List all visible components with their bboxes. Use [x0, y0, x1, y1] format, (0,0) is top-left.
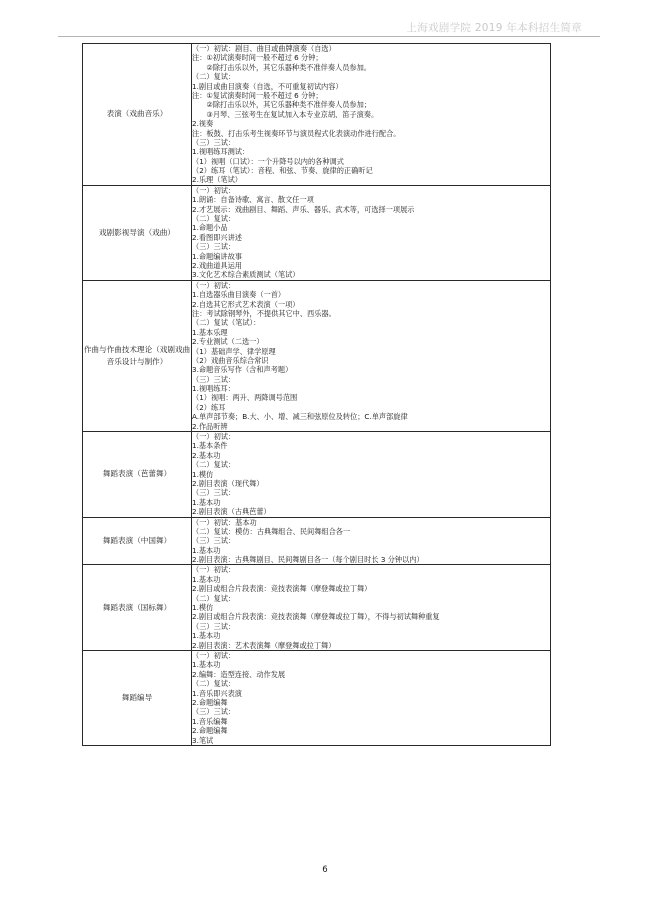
detail-line: 2.剧目表演（古典芭蕾） — [192, 507, 271, 517]
detail-line: 1.基本功 — [192, 545, 221, 555]
detail-line: （三）三试： — [192, 374, 236, 384]
detail-line: （一）初试： — [192, 565, 236, 575]
detail-line: 注：①复试演奏时间一般不超过 6 分钟； — [192, 90, 323, 100]
exam-row — [83, 280, 551, 431]
exam-details — [192, 651, 551, 746]
detail-line: A.单声部节奏；B.大、小、增、减三和弦原位及转位；C.单声部旋律 — [192, 412, 408, 422]
detail-line: （一）初试： — [192, 280, 236, 290]
detail-line: 2.才艺展示：戏曲剧目、舞蹈、声乐、器乐、武术等，可选择一项展示 — [192, 204, 415, 214]
exam-row — [83, 44, 551, 186]
detail-line: 1.自选器乐曲目演奏（一首） — [192, 290, 286, 300]
exam-details — [192, 44, 551, 186]
detail-line: 1.模仿 — [192, 603, 214, 613]
detail-line: 2.命题编舞 — [192, 697, 228, 707]
detail-line: 1.基本乐理 — [192, 327, 228, 337]
detail-line: （三）三试： — [192, 707, 236, 717]
detail-line: （二）复试（笔试）： — [192, 318, 261, 328]
detail-line: （一）初试： — [192, 432, 236, 442]
detail-line: 2.作品听辨 — [192, 421, 228, 431]
exam-row — [83, 185, 551, 280]
detail-line: （一）初试： — [192, 185, 236, 195]
detail-line: （三）三试： — [192, 536, 236, 546]
detail-line: 2.乐理（笔试） — [192, 175, 242, 185]
detail-line: 2.自选其它形式艺术表演（一项） — [192, 299, 300, 309]
detail-line: 注：考试除钢琴外，不提供其它中、西乐器。 — [192, 308, 336, 318]
exam-row — [83, 651, 551, 746]
detail-line: 3.笔试 — [192, 735, 214, 745]
major-name: 舞蹈表演（国标舞） — [83, 565, 192, 651]
detail-line: （二）复试： — [192, 72, 236, 82]
detail-line: （二）复试：模仿：古典舞组合、民间舞组合各一 — [192, 526, 351, 536]
detail-line: （2）练耳 — [192, 402, 226, 412]
detail-line: 1.基本功 — [192, 660, 221, 670]
major-name: 舞蹈表演（中国舞） — [83, 517, 192, 565]
detail-line: 注：①初试演奏时间一般不超过 6 分钟； — [192, 53, 323, 63]
detail-line: （二）复试： — [192, 593, 236, 603]
exam-row — [83, 432, 551, 518]
detail-line: （三）三试： — [192, 137, 236, 147]
detail-line: 1.命题小品 — [192, 223, 228, 233]
detail-line: 2.基本功 — [192, 450, 221, 460]
detail-line: 2.专业测试（二选一） — [192, 337, 264, 347]
detail-line: 1.音乐编舞 — [192, 716, 228, 726]
detail-line: （1）基础声学、律学原理 — [192, 346, 276, 356]
detail-line: （一）初试： — [192, 651, 236, 660]
exam-row — [83, 517, 551, 565]
detail-line: （2）戏曲音乐综合常识 — [192, 355, 269, 365]
detail-line: 注：板鼓、打击乐考生视奏环节与演员程式化表演动作进行配合。 — [192, 128, 401, 138]
detail-line: 2.编舞：造型连接、动作发展 — [192, 669, 286, 679]
detail-line: （二）复试： — [192, 679, 236, 689]
detail-line: 2.剧目表演（现代舞） — [192, 478, 264, 488]
exam-row — [83, 565, 551, 651]
page-number: 6 — [322, 865, 328, 875]
major-name: 作曲与作曲技术理论（戏剧戏曲音乐设计与制作） — [83, 280, 192, 431]
detail-line: 1.模仿 — [192, 469, 214, 479]
detail-line: （2）练耳（笔试）：音程、和弦、节奏、旋律的正确听记 — [192, 166, 373, 176]
detail-line: ②除打击乐以外，其它乐器种类不准伴奏人员参加； — [192, 100, 371, 110]
detail-line: （三）三试： — [192, 621, 236, 631]
exam-details — [192, 185, 551, 280]
detail-line: 1.视唱练耳： — [192, 384, 235, 394]
detail-line: 1.基本条件 — [192, 441, 228, 451]
detail-line: （二）复试： — [192, 460, 236, 470]
detail-line: 1.视唱练耳测试： — [192, 147, 250, 157]
detail-line: 3.命题音乐写作（含和声考题） — [192, 365, 293, 375]
detail-line: 2.剧目表演：艺术表演舞（摩登舞或拉丁舞） — [192, 640, 336, 650]
detail-line: （一）初试：剧目、曲目或曲牌演奏（自选） — [192, 44, 336, 53]
detail-line: 1.基本功 — [192, 497, 221, 507]
detail-line: 2.剧目表演：古典舞剧目、民间舞剧目各一（每个剧目时长 3 分钟以内） — [192, 555, 424, 565]
detail-line: 1.基本功 — [192, 631, 221, 641]
exam-details — [192, 432, 551, 518]
detail-line: ③月琴、三弦考生在复试加入本专业京胡、笛子演奏。 — [192, 109, 379, 119]
detail-line: 2.剧目或组合片段表演：竞技表演舞（摩登舞或拉丁舞），不得与初试舞种重复 — [192, 612, 440, 622]
header-rule — [58, 36, 600, 37]
detail-line: （1）视唱：两升、两降调号范围 — [192, 393, 298, 403]
detail-line: （二）复试： — [192, 214, 236, 224]
detail-line: 3.文化艺术综合素质测试（笔试） — [192, 270, 300, 280]
exam-details — [192, 565, 551, 651]
detail-line: 2.戏曲道具运用 — [192, 260, 242, 270]
detail-line: 1.命题编讲故事 — [192, 251, 242, 261]
exam-details — [192, 517, 551, 565]
major-name: 舞蹈编导 — [83, 651, 192, 746]
detail-line: 2.命题编舞 — [192, 726, 228, 736]
detail-line: 1.音乐即兴表演 — [192, 688, 242, 698]
exam-table-body — [83, 44, 551, 746]
detail-line: 1.朗诵：自备诗歌、寓言、散文任一项 — [192, 195, 314, 205]
detail-line: （1）视唱（口试）：一个升降号以内的各种调式 — [192, 156, 344, 166]
detail-line: 1.剧目或曲目演奏（自选，不可重复初试内容） — [192, 81, 343, 91]
major-name: 戏剧影视导演（戏曲） — [83, 185, 192, 280]
detail-line: （三）三试： — [192, 242, 236, 252]
detail-line: 2.视奏 — [192, 119, 214, 129]
detail-line: 2.看图即兴讲述 — [192, 232, 242, 242]
exam-requirements-table — [82, 43, 551, 746]
major-name: 表演（戏曲音乐） — [83, 44, 192, 186]
detail-line: （一）初试：基本功 — [192, 517, 257, 527]
major-name: 舞蹈表演（芭蕾舞） — [83, 432, 192, 518]
detail-line: 1.基本功 — [192, 574, 221, 584]
detail-line: 2.剧目或组合片段表演：竞技表演舞（摩登舞或拉丁舞） — [192, 584, 372, 594]
header-title: 上海戏剧学院 2019 年本科招生简章 — [406, 22, 582, 34]
detail-line: （三）三试： — [192, 488, 236, 498]
exam-details — [192, 280, 551, 431]
detail-line: ②除打击乐以外，其它乐器种类不准伴奏人员参加。 — [192, 62, 371, 72]
